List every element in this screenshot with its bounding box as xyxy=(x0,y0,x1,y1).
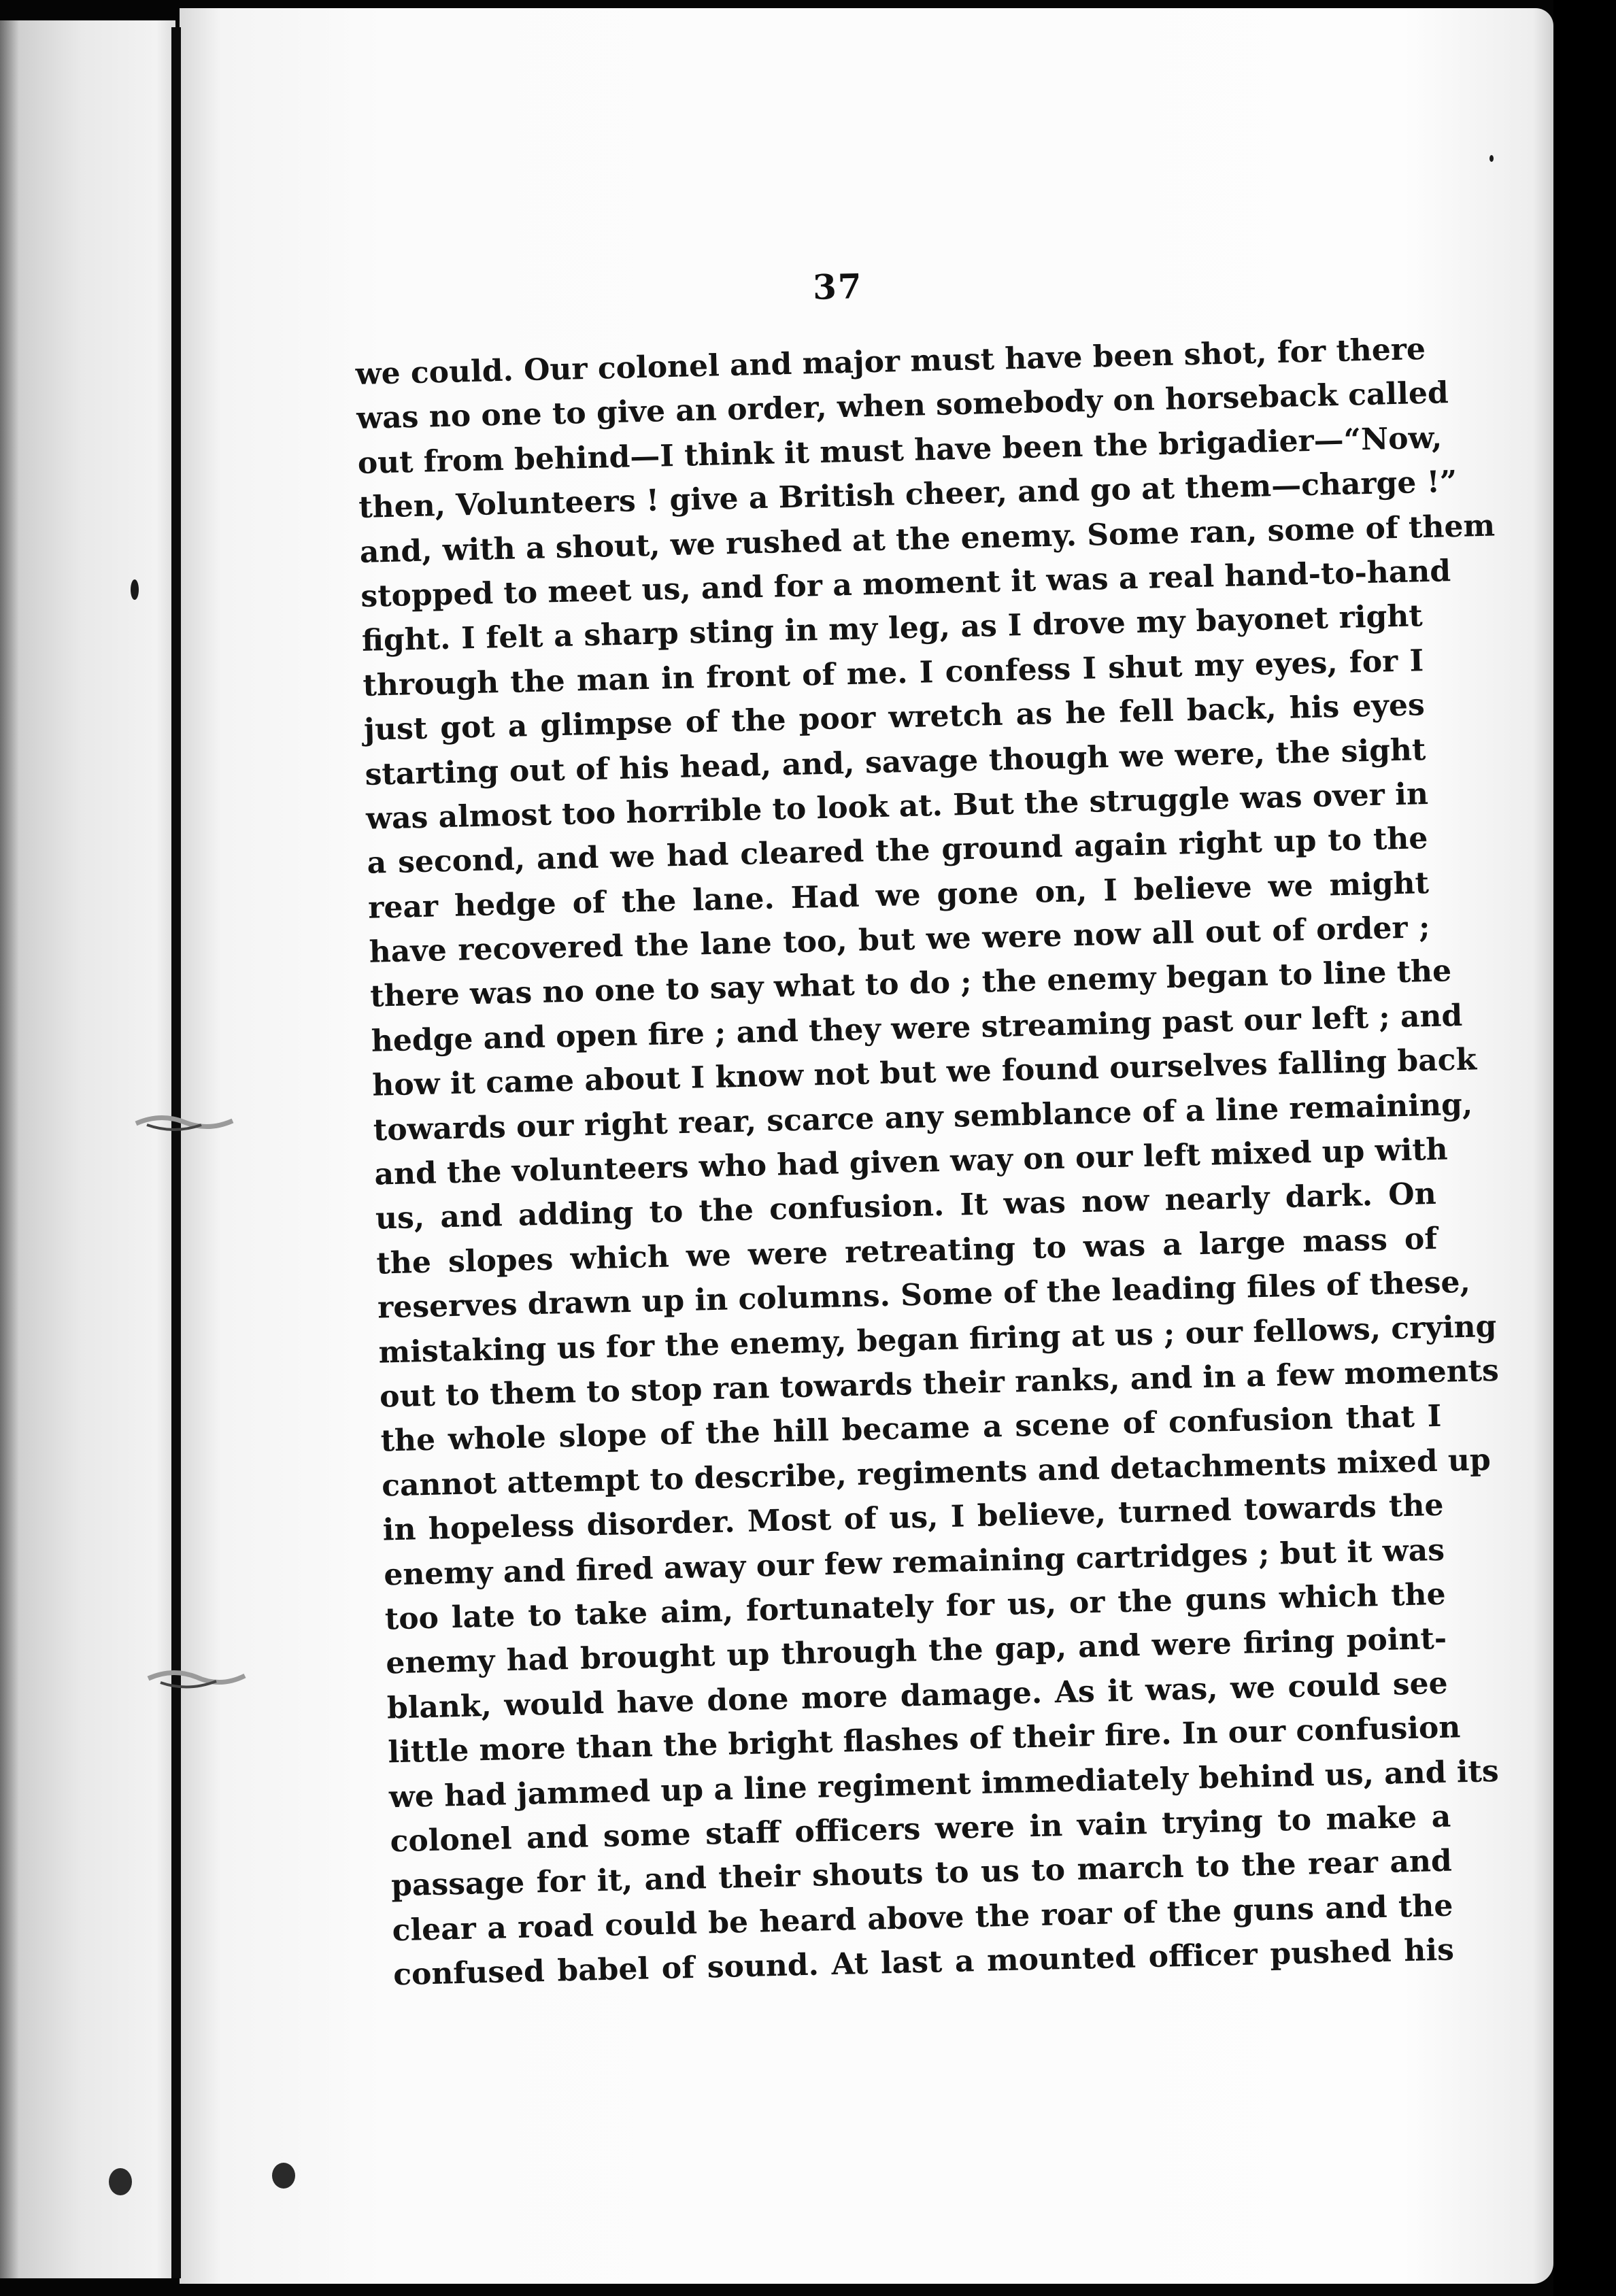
text-line: little more than the bright flashes of their fire. In our confusion xyxy=(387,1710,1461,1770)
text-line: stopped to meet us, and for a moment it was a real hand-to-hand xyxy=(360,554,1451,614)
text-line: mistaking us for the enemy, began firing at us ; our fellows, crying xyxy=(378,1309,1497,1370)
text-line: we could. Our colonel and major must have been shot, for there xyxy=(355,331,1426,392)
book-spine xyxy=(171,27,181,2278)
text-line: fight. I felt a sharp sting in my leg, as I drove my bayonet right xyxy=(361,598,1424,659)
text-line: colonel and some staff officers were in vain trying to make a xyxy=(390,1799,1451,1859)
page-blemish xyxy=(109,2168,132,2195)
text-line: then, Volunteers ! give a British cheer, and go at them—charge !” xyxy=(358,465,1458,526)
page-body-text xyxy=(355,327,1500,1997)
text-line: in hopeless disorder. Most of us, I believe, turned towards the xyxy=(382,1487,1444,1548)
page-number: 37 xyxy=(812,266,864,307)
page-blemish xyxy=(131,579,139,600)
text-line: hedge and open fire ; and they were streaming past our left ; and xyxy=(371,998,1463,1059)
text-line: out from behind—I think it must have been the brigadier—“Now, xyxy=(357,420,1443,481)
text-line: starting out of his head, and, savage though we were, the sight xyxy=(365,732,1426,792)
text-line: enemy had brought up through the gap, and were firing point- xyxy=(385,1621,1447,1681)
text-line: was almost too horrible to look at. But the struggle was over in xyxy=(365,776,1429,837)
text-line: through the man in front of me. I confess I shut my eyes, for I xyxy=(362,643,1424,703)
text-line: the whole slope of the hill became a scene of confusion that I xyxy=(380,1399,1442,1459)
text-line: passage for it, and their shouts to us to march to the rear and xyxy=(390,1843,1453,1904)
text-line: enemy and fired away our few remaining cartridges ; but it was xyxy=(383,1532,1445,1593)
text-line: too late to take aim, fortunately for us, or the guns which the xyxy=(384,1576,1447,1637)
text-line: us, and adding to the confusion. It was now nearly dark. On xyxy=(375,1177,1437,1237)
page-edge-shadow xyxy=(1553,0,1616,2296)
page-blemish xyxy=(272,2163,295,2189)
text-line: there was no one to say what to do ; the enemy began to line the xyxy=(369,953,1452,1015)
text-line: confused babel of sound. At last a mounted officer pushed his xyxy=(392,1932,1455,1993)
text-line: a second, and we had cleared the ground again right up to the xyxy=(367,821,1428,881)
binding-stitch xyxy=(133,1107,235,1138)
text-line: have recovered the lane too, but we were now all out of order ; xyxy=(369,910,1430,970)
text-line: just got a glimpse of the poor wretch as he fell back, his eyes xyxy=(363,688,1426,747)
text-line: the slopes which we were retreating to was a large mass of xyxy=(375,1221,1438,1281)
text-line: and, with a shout, we rushed at the enemy. Some ran, some of them xyxy=(359,508,1496,570)
text-line: we had jammed up a line regiment immediately behind us, and its xyxy=(388,1753,1500,1814)
text-line: was no one to give an order, when somebody on horseback called xyxy=(356,375,1449,437)
text-line: towards our right rear, scarce any semblance of a line remaining, xyxy=(373,1087,1473,1148)
previous-page-edge xyxy=(0,20,175,2278)
text-line: reserves drawn up in columns. Some of the leading files of these, xyxy=(377,1264,1471,1326)
text-line: out to them to stop ran towards their ranks, and in a few moments xyxy=(379,1353,1500,1415)
text-line: blank, would have done more damage. As it was, we could see xyxy=(386,1666,1449,1726)
text-line: how it came about I know not but we found ourselves falling back xyxy=(371,1042,1477,1103)
binding-stitch xyxy=(146,1664,248,1695)
text-line: and the volunteers who had given way on our left mixed up with xyxy=(373,1132,1449,1192)
text-line: clear a road could be heard above the roar of the guns and the xyxy=(392,1888,1453,1948)
page-blemish xyxy=(1489,155,1494,162)
text-line: rear hedge of the lane. Had we gone on, I believe we might xyxy=(367,865,1430,926)
text-line: cannot attempt to describe, regiments and detachments mixed up xyxy=(381,1442,1492,1504)
